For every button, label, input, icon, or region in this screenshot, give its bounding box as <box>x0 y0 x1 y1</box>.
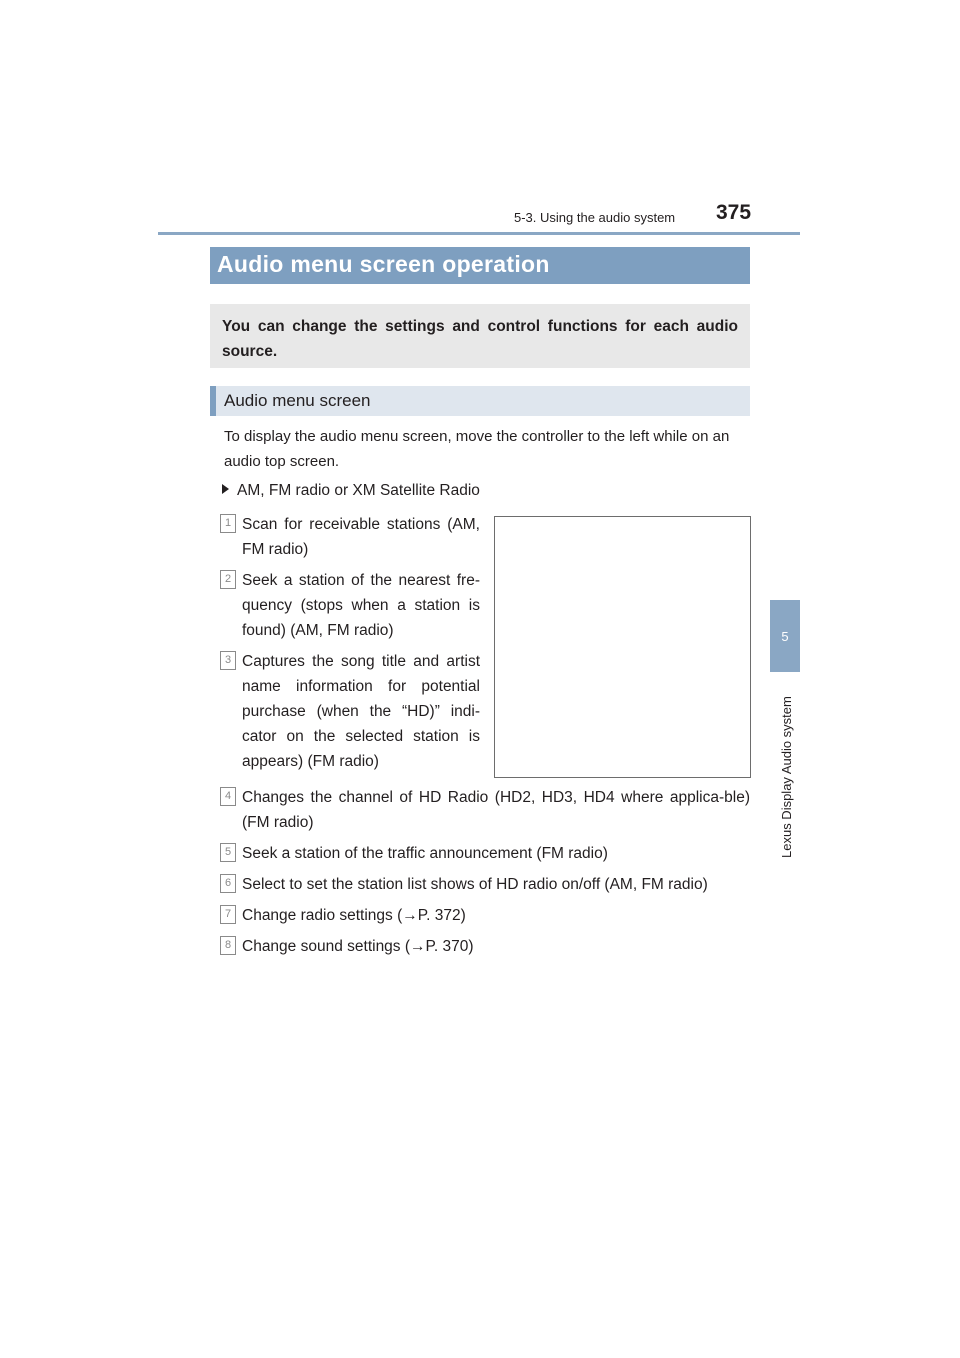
list-item: Change radio settings (→P. 372) <box>242 907 466 924</box>
item-number-badge: 2 <box>220 570 236 589</box>
item-number-badge: 4 <box>220 787 236 806</box>
list-item: Select to set the station list shows of HD radio on/off (AM, FM radio) <box>242 876 708 893</box>
list-item: Scan for receivable stations (AM, FM radio) <box>242 516 480 558</box>
page-number: 375 <box>716 201 752 224</box>
item-number-badge: 5 <box>220 843 236 862</box>
item-number-badge: 6 <box>220 874 236 893</box>
bullet-text: AM, FM radio or XM Satellite Radio <box>237 482 480 499</box>
section-header: 5-3. Using the audio system <box>514 210 676 225</box>
triangle-bullet-icon <box>222 484 229 494</box>
list-item: Captures the song title and artist name information for potential purchase (when the “HD)” indi-cator on the selected station is appears) (FM radio) <box>242 653 480 770</box>
page-title: Audio menu screen operation <box>217 251 550 277</box>
subsection-bar <box>210 386 750 416</box>
list-item: Seek a station of the traffic announcement (FM radio) <box>242 845 608 862</box>
list-item: Seek a station of the nearest fre-quency (stops when a station is found) (AM, FM radio) <box>242 572 480 639</box>
page-title-bar <box>210 247 750 284</box>
chapter-tab <box>770 600 800 672</box>
list-item: Change sound settings (→P. 370) <box>242 938 474 955</box>
intro-text: You can change the settings and control functions for each audio source. <box>222 318 738 360</box>
bullet-line <box>222 482 480 500</box>
chapter-title: Lexus Display Audio system <box>779 696 794 858</box>
item-number-badge: 3 <box>220 651 236 670</box>
item-number-badge: 8 <box>220 936 236 955</box>
item-number-badge: 7 <box>220 905 236 924</box>
chapter-number: 5 <box>781 628 789 644</box>
list-item: Changes the channel of HD Radio (HD2, HD3, HD4 where applica-ble) (FM radio) <box>242 789 750 831</box>
item-number-badge: 1 <box>220 514 236 533</box>
instruction-paragraph: To display the audio menu screen, move the controller to the left while on an audio top screen. <box>224 428 730 470</box>
header-divider <box>158 232 800 235</box>
subsection-title: Audio menu screen <box>224 391 371 410</box>
screen-illustration <box>494 516 751 778</box>
subsection-accent <box>210 386 216 416</box>
intro-box <box>210 304 750 368</box>
